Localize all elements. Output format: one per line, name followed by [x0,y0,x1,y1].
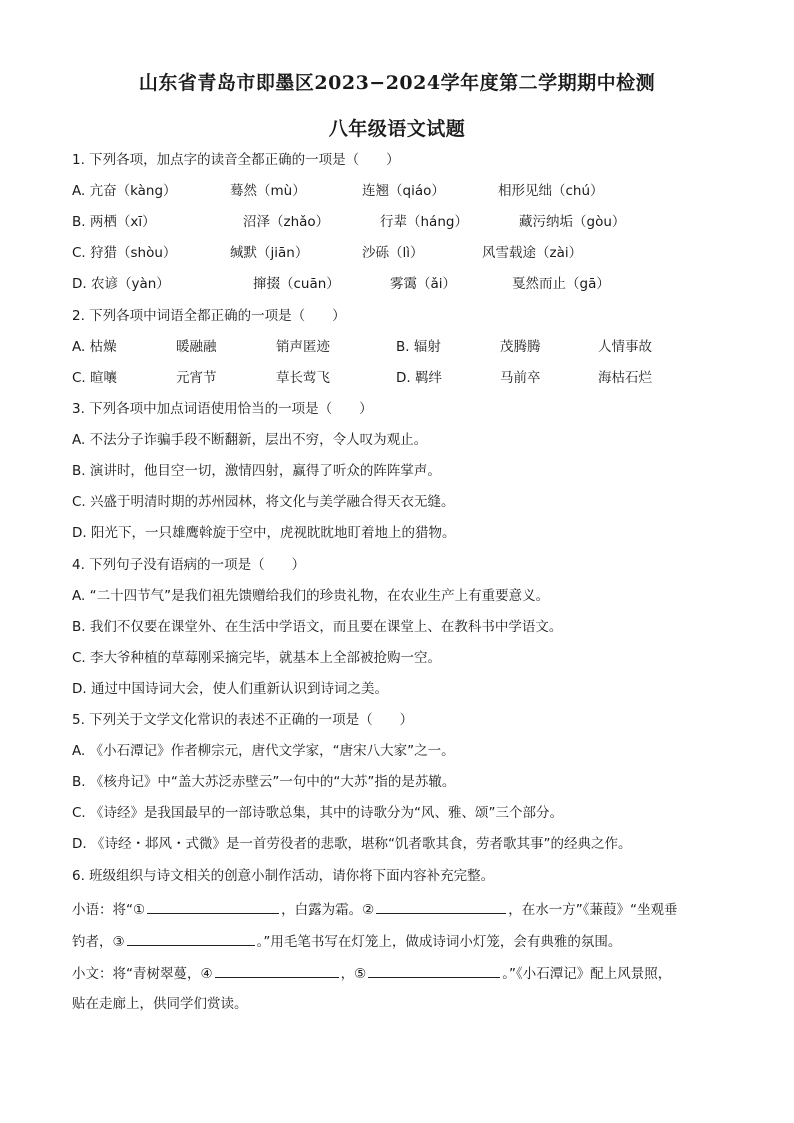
q2-a-1: A. 枯燥 [72,339,117,355]
q6-l1-c: ，在水一方”《蒹葭》“坐观垂 [508,902,678,918]
q1-b-2: 沼泽（zhǎo） [243,214,330,230]
q2-row-ab[interactable] [72,338,732,356]
q3-option-a[interactable]: A. 不法分子诈骗手段不断翻新，层出不穷，令人叹为观止。 [72,432,428,448]
q5-option-a[interactable]: A. 《小石潭记》作者柳宗元，唐代文学家，“唐宋八大家”之一。 [72,743,455,759]
blank-3[interactable] [127,931,255,946]
q4-option-c[interactable]: C. 李大爷种植的草莓刚采摘完毕，就基本上全部被抢购一空。 [72,650,442,666]
q1-c-3: 沙砾（lì） [362,245,424,261]
q6-l3-a: 小文：将“青树翠蔓，④ [72,966,213,982]
q3-option-b[interactable]: B. 演讲时，他目空一切，激情四射，赢得了听众的阵阵掌声。 [72,463,441,479]
q1-a-1: A. 亢奋（kàng） [72,183,177,199]
q3-option-c[interactable]: C. 兴盛于明清时期的苏州园林，将文化与美学融合得天衣无缝。 [72,494,455,510]
q2-stem: 2. 下列各项中词语全都正确的一项是（ ） [72,308,346,324]
q3-stem: 3. 下列各项中加点词语使用恰当的一项是（ ） [72,401,373,417]
q1-c-1: C. 狩猎（shòu） [72,245,177,261]
q6-line-4: 贴在走廊上，供同学们赏读。 [72,996,248,1012]
q6-l3-c: 。”《小石潭记》配上风景照， [502,966,672,982]
q2-c-3: 草长莺飞 [276,370,330,386]
q1-b-4: 藏污纳垢（gòu） [519,214,626,230]
q4-option-a[interactable]: A. “二十四节气”是我们祖先馈赠给我们的珍贵礼物，在农业生产上有重要意义。 [72,588,550,604]
q2-b-1: B. 辐射 [396,339,441,355]
blank-5[interactable] [368,963,500,978]
q5-option-d[interactable]: D. 《诗经・邶风・式微》是一首劳役者的悲歌，堪称“饥者歌其食，劳者歌其事”的经典之作。 [72,836,632,852]
q1-b-3: 行辈（háng） [380,214,468,230]
q2-b-3: 人情事故 [598,339,652,355]
q6-l1-b: ，白露为霜。② [281,902,375,918]
q1-a-3: 连翘（qiáo） [362,183,445,199]
q1-option-c[interactable] [72,244,732,262]
q1-option-d[interactable] [72,275,732,293]
q5-option-c[interactable]: C. 《诗经》是我国最早的一部诗歌总集，其中的诗歌分为“风、雅、颂”三个部分。 [72,805,563,821]
q2-d-2: 马前卒 [500,370,541,386]
q3-option-d[interactable]: D. 阳光下，一只雄鹰斡旋于空中，虎视眈眈地盯着地上的猎物。 [72,525,456,541]
page-title: 山东省青岛市即墨区2023−2024学年度第二学期期中检测 [138,72,656,94]
q1-d-3: 雾霭（ǎi） [390,276,457,292]
q1-d-2: 撺掇（cuān） [253,276,340,292]
blank-2[interactable] [376,899,506,914]
q6-l3-b: ，⑤ [340,966,367,982]
q6-stem: 6. 班级组织与诗文相关的创意小制作活动，请你将下面内容补充完整。 [72,868,495,884]
q2-d-3: 海枯石烂 [598,370,652,386]
q2-c-2: 元宵节 [176,370,217,386]
q4-option-b[interactable]: B. 我们不仅要在课堂外、在生活中学语文，而且要在课堂上、在教科书中学语文。 [72,619,563,635]
q1-a-4: 相形见绌（chú） [498,183,604,199]
q1-a-2: 蓦然（mù） [230,183,306,199]
q6-l1-a: 小语：将“① [72,902,146,918]
q4-stem: 4. 下列句子没有语病的一项是（ ） [72,557,306,573]
q2-b-2: 茂腾腾 [500,339,541,355]
q1-option-b[interactable] [72,213,732,231]
q2-d-1: D. 羁绊 [396,370,442,386]
q1-b-1: B. 两栖（xī） [72,214,156,230]
q2-a-2: 暖融融 [176,339,217,355]
q5-option-b[interactable]: B. 《核舟记》中“盖大苏泛赤壁云”一句中的“大苏”指的是苏辙。 [72,774,456,790]
q1-option-a[interactable] [72,182,732,200]
q6-line-2 [72,931,621,951]
q5-stem: 5. 下列关于文学文化常识的表述不正确的一项是（ ） [72,712,414,728]
q6-l2-b: 。”用毛笔书写在灯笼上，做成诗词小灯笼，会有典雅的氛围。 [256,934,622,950]
q6-line-1 [72,899,677,919]
q2-c-1: C. 暄嚷 [72,370,118,386]
q1-c-2: 缄默（jiān） [230,245,309,261]
q6-line-3 [72,963,671,983]
q1-stem: 1. 下列各项，加点字的读音全都正确的一项是（ ） [72,152,400,168]
q2-row-cd[interactable] [72,369,732,387]
q4-option-d[interactable]: D. 通过中国诗词大会，使人们重新认识到诗词之美。 [72,681,388,697]
q2-a-3: 销声匿迹 [276,339,330,355]
blank-1[interactable] [147,899,279,914]
q1-d-1: D. 农谚（yàn） [72,276,170,292]
q1-c-4: 风雪载途（zài） [482,245,583,261]
blank-4[interactable] [215,963,339,978]
page-subtitle: 八年级语文试题 [328,118,466,140]
q1-d-4: 戛然而止（gā） [512,276,610,292]
q6-l2-a: 钓者，③ [72,934,125,950]
